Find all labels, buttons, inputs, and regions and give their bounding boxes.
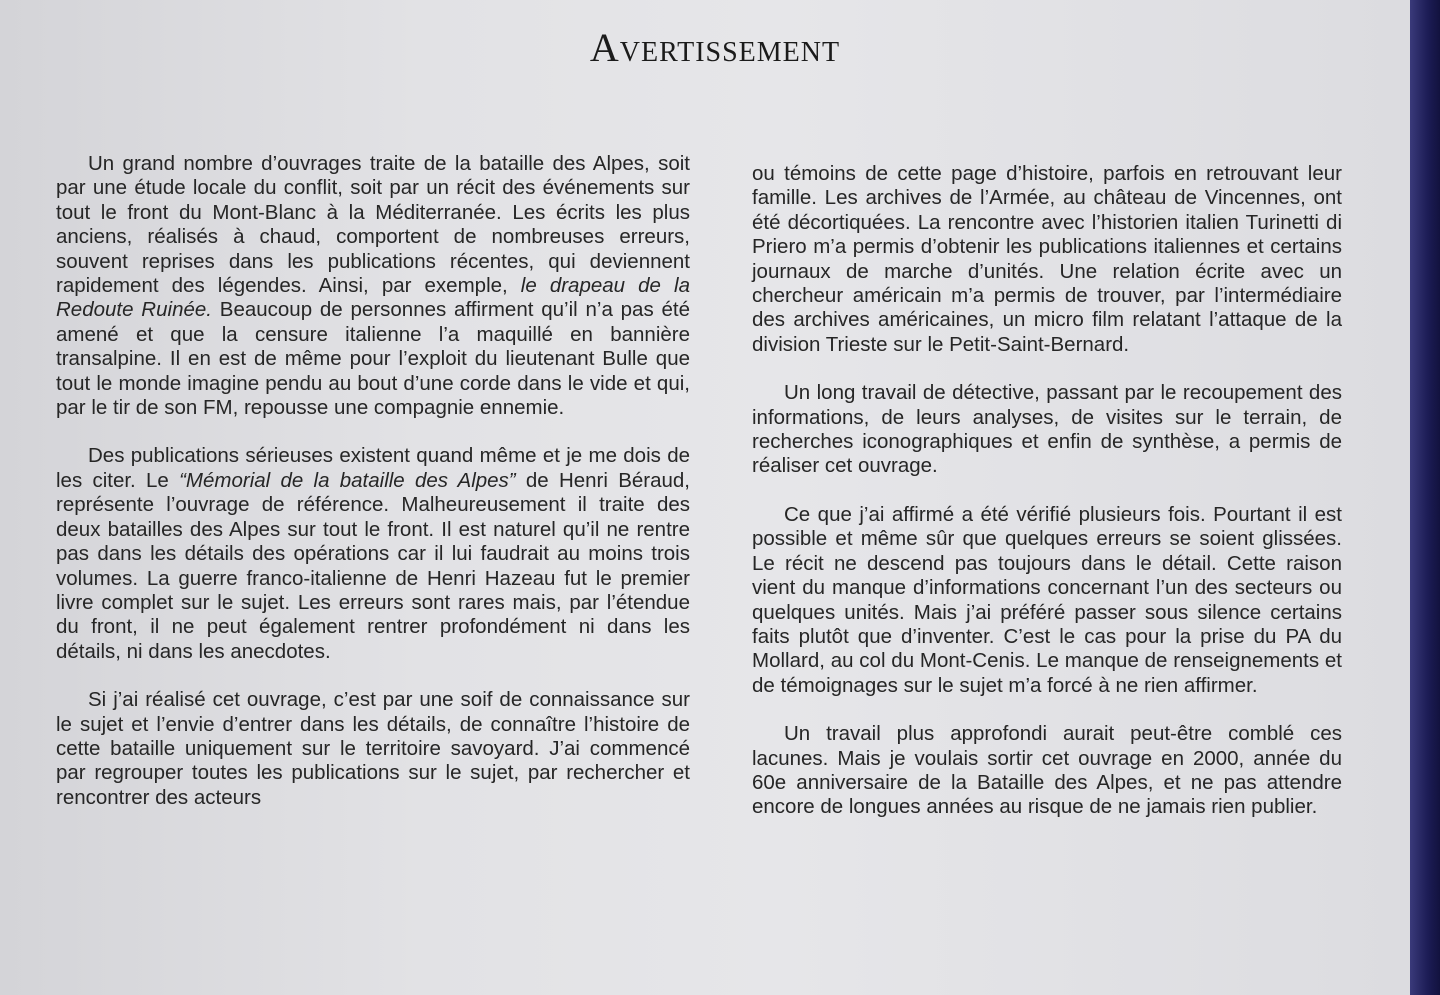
paragraph-4: Un long travail de détective, passant par le recoupement des informations, de leurs analyses, de visites sur le terrain, de recherches iconographiques et enfin de synthèse, a permis de réaliser cet ouvrage. (752, 381, 1342, 478)
paragraph-2 (56, 444, 690, 664)
paragraph-6: Un travail plus approfondi aurait peut-être comblé ces lacunes. Mais je voulais sortir cet ouvrage en 2000, année du 60e anniversaire de la Bataille des Alpes, et ne pas attendre encore de longues années au risque de ne jamais rien publier. (752, 722, 1342, 819)
paragraph-2-text-a: Des publications sérieuses existent quand même et je me dois de les citer. Le (56, 444, 690, 492)
paragraph-1-text-b: Beaucoup de personnes affirment qu’il n’a pas été amené et que la censure italienne l’a maquillé en bannière transalpine. Il en est de même pour l’exploit du lieutenant Bulle que tout le monde imagine pendu au bout d’une corde dans le vide et qui, par le tir de son FM, repousse une compagnie ennemie. (56, 298, 690, 420)
paragraph-1-text-a: Un grand nombre d’ouvrages traite de la bataille des Alpes, soit par une étude locale du conflit, soit par un récit des événements sur tout le front du Mont-Blanc à la Méditerranée. Les écrits les plus anciens, réalisés à chaud, comportent de nombreuses erreurs, souvent reprises dans les publications récentes, qui deviennent rapidement des légendes. Ainsi, par exemple, (56, 152, 690, 298)
paragraph-1 (56, 152, 690, 420)
page-title: Avertissement (589, 25, 841, 70)
paragraph-5: Ce que j’ai affirmé a été vérifié plusieurs fois. Pourtant il est possible et même sûr que quelques erreurs se soient glissées. Le récit ne descend pas toujours dans le détail. Cette raison vient du manque d’informations concernant l’un des secteurs ou quelques unités. Mais j’ai préféré passer sous silence certains faits plutôt que d’inventer. C’est le cas pour la prise du PA du Mollard, au col du Mont-Cenis. Le manque de renseignements et de témoignages sur le sujet m’a forcé à ne rien affirmer. (752, 502, 1342, 697)
paragraph-2-text-b: de Henri Béraud, représente l’ouvrage de référence. Malheureusement il traite des deux batailles des Alpes sur tout le front. Il est naturel qu’il ne rentre pas dans les détails des opérations car il lui faudrait au moins trois volumes. La guerre franco-italienne de Henri Hazeau fut le premier livre complet sur le sujet. Les erreurs sont rares mais, par l’étendue du front, il ne peut également rentrer profondément ni dans les détails, ni dans les anecdotes. (56, 468, 690, 663)
paragraph-3-continued: ou témoins de cette page d’histoire, parfois en retrouvant leur famille. Les archives de l’Armée, au château de Vincennes, ont été décortiquées. La rencontre avec l’historien italien Turinetti di Priero m’a permis d’obtenir les publications italiennes et certains journaux de marche d’unités. Une relation écrite avec un chercheur américain m’a permis de trouver, par l’intermédiaire des archives américaines, un micro film relatant l’attaque de la division Trieste sur le Petit-Saint-Bernard. (752, 162, 1342, 356)
book-binding (1410, 0, 1440, 995)
paragraph-1-italic: le drapeau de la Redoute Ruinée. (56, 274, 690, 322)
paragraph-2-italic: “Mémorial de la bataille des Alpes” (179, 468, 516, 492)
left-column (56, 152, 690, 810)
paragraph-3: Si j’ai réalisé cet ouvrage, c’est par une soif de connaissance sur le sujet et l’envie d’entrer dans les détails, de connaître l’histoire de cette bataille uniquement sur le territoire savoyard. J’ai commencé par regrouper toutes les publications sur le sujet, par rechercher et rencontrer des acteurs (56, 688, 690, 809)
right-column (752, 162, 1342, 820)
